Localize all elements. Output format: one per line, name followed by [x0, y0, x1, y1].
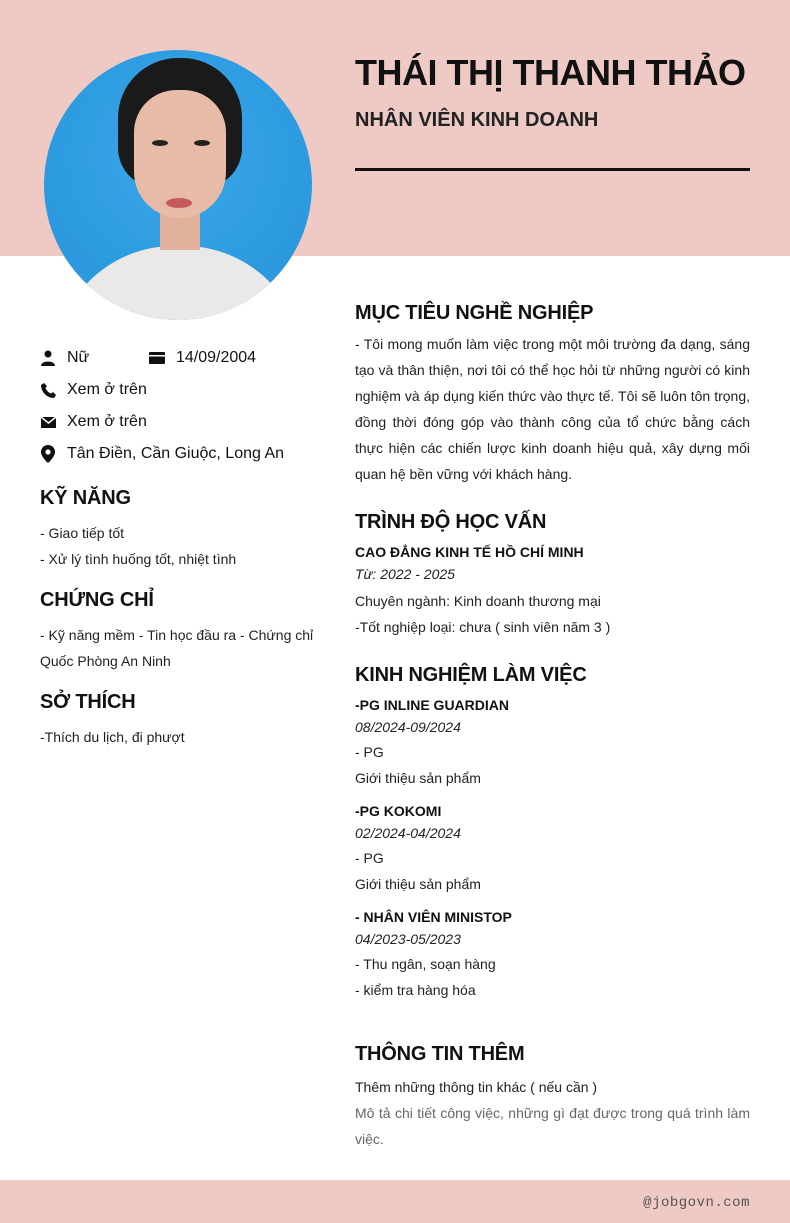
job-title: NHÂN VIÊN KINH DOANH [355, 109, 599, 131]
phone-icon [40, 382, 56, 398]
list-item: - Giao tiếp tốt [40, 525, 125, 541]
email-icon [40, 414, 56, 430]
education-major: Chuyên ngành: Kinh doanh thương mại [355, 593, 601, 609]
job-period: 08/2024-09/2024 [355, 719, 461, 735]
extra-info-section [355, 1043, 750, 1152]
calendar-icon [149, 350, 165, 366]
section-heading: KỸ NĂNG [40, 487, 131, 509]
list-item: - Xử lý tình huống tốt, nhiệt tình [40, 551, 237, 567]
section-heading: THÔNG TIN THÊM [355, 1043, 525, 1065]
title-divider [355, 168, 750, 171]
school-name: CAO ĐẲNG KINH TẾ HỒ CHÍ MINH [355, 544, 584, 560]
contact-row-phone [40, 374, 330, 406]
certificates-section [40, 589, 330, 674]
hobbies-section [40, 691, 330, 750]
person-icon [40, 350, 56, 366]
job-period: 04/2023-05/2023 [355, 931, 461, 947]
job-entry [355, 697, 750, 791]
job-period: 02/2024-04/2024 [355, 825, 461, 841]
section-heading: KINH NGHIỆM LÀM VIỆC [355, 664, 587, 686]
contact-row-gender-dob [40, 342, 330, 374]
email-value: Xem ở trên [67, 413, 147, 430]
job-title: -PG INLINE GUARDIAN [355, 697, 509, 713]
address-value: Tân Điền, Cần Giuộc, Long An [67, 445, 285, 462]
section-heading: MỤC TIÊU NGHỀ NGHIỆP [355, 302, 594, 324]
job-entry [355, 909, 750, 1003]
education-grade: -Tốt nghiệp loại: chưa ( sinh viên năm 3 ) [355, 619, 611, 635]
objective-section [355, 302, 750, 487]
education-section [355, 511, 750, 640]
job-entry [355, 803, 750, 897]
certificates-text: - Kỹ năng mềm - Tin học đầu ra - Chứng chỉ Quốc Phòng An Ninh [40, 627, 314, 669]
dob-value: 14/09/2004 [176, 349, 257, 366]
extra-line: Thêm những thông tin khác ( nếu cần ) [355, 1079, 598, 1095]
job-line: - PG [355, 850, 384, 866]
job-title: - NHÂN VIÊN MINISTOP [355, 909, 512, 925]
section-heading: SỞ THÍCH [40, 691, 136, 713]
extra-description: Mô tả chi tiết công việc, những gì đạt được trong quá trình làm việc. [355, 1105, 750, 1147]
gender-value: Nữ [67, 349, 90, 366]
education-period: Từ: 2022 - 2025 [355, 566, 455, 582]
contact-info [40, 342, 330, 470]
job-line: Giới thiệu sản phẩm [355, 770, 481, 786]
experience-section [355, 664, 750, 1003]
watermark: @jobgovn.com [643, 1195, 750, 1211]
profile-photo [44, 50, 312, 320]
hobbies-text: -Thích du lịch, đi phượt [40, 729, 185, 745]
job-line: - kiểm tra hàng hóa [355, 982, 476, 998]
job-line: Giới thiệu sản phẩm [355, 876, 481, 892]
contact-row-address [40, 438, 330, 470]
candidate-name: THÁI THỊ THANH THẢO [355, 52, 746, 93]
objective-text: - Tôi mong muốn làm việc trong một môi trường đa dạng, sáng tạo và thân thiện, nơi tôi có thể học hỏi từ những người có kinh nghiệm và áp dụng kiến thức vào thực tế. Tôi sẽ luôn tôn trọng, đồng thời đóng góp vào thành công của tổ chức bằng cách thực hiện các chiến lược kinh doanh hiệu quả, xây dựng mối quan hệ bền vững với khách hàng. [355, 336, 750, 482]
job-line: - Thu ngân, soạn hàng [355, 956, 496, 972]
skills-section [40, 487, 330, 572]
phone-value: Xem ở trên [67, 381, 147, 398]
location-pin-icon [40, 446, 56, 462]
job-line: - PG [355, 744, 384, 760]
job-title: -PG KOKOMI [355, 803, 442, 819]
section-heading: TRÌNH ĐỘ HỌC VẤN [355, 511, 547, 533]
section-heading: CHỨNG CHỈ [40, 589, 154, 611]
contact-row-email [40, 406, 330, 438]
